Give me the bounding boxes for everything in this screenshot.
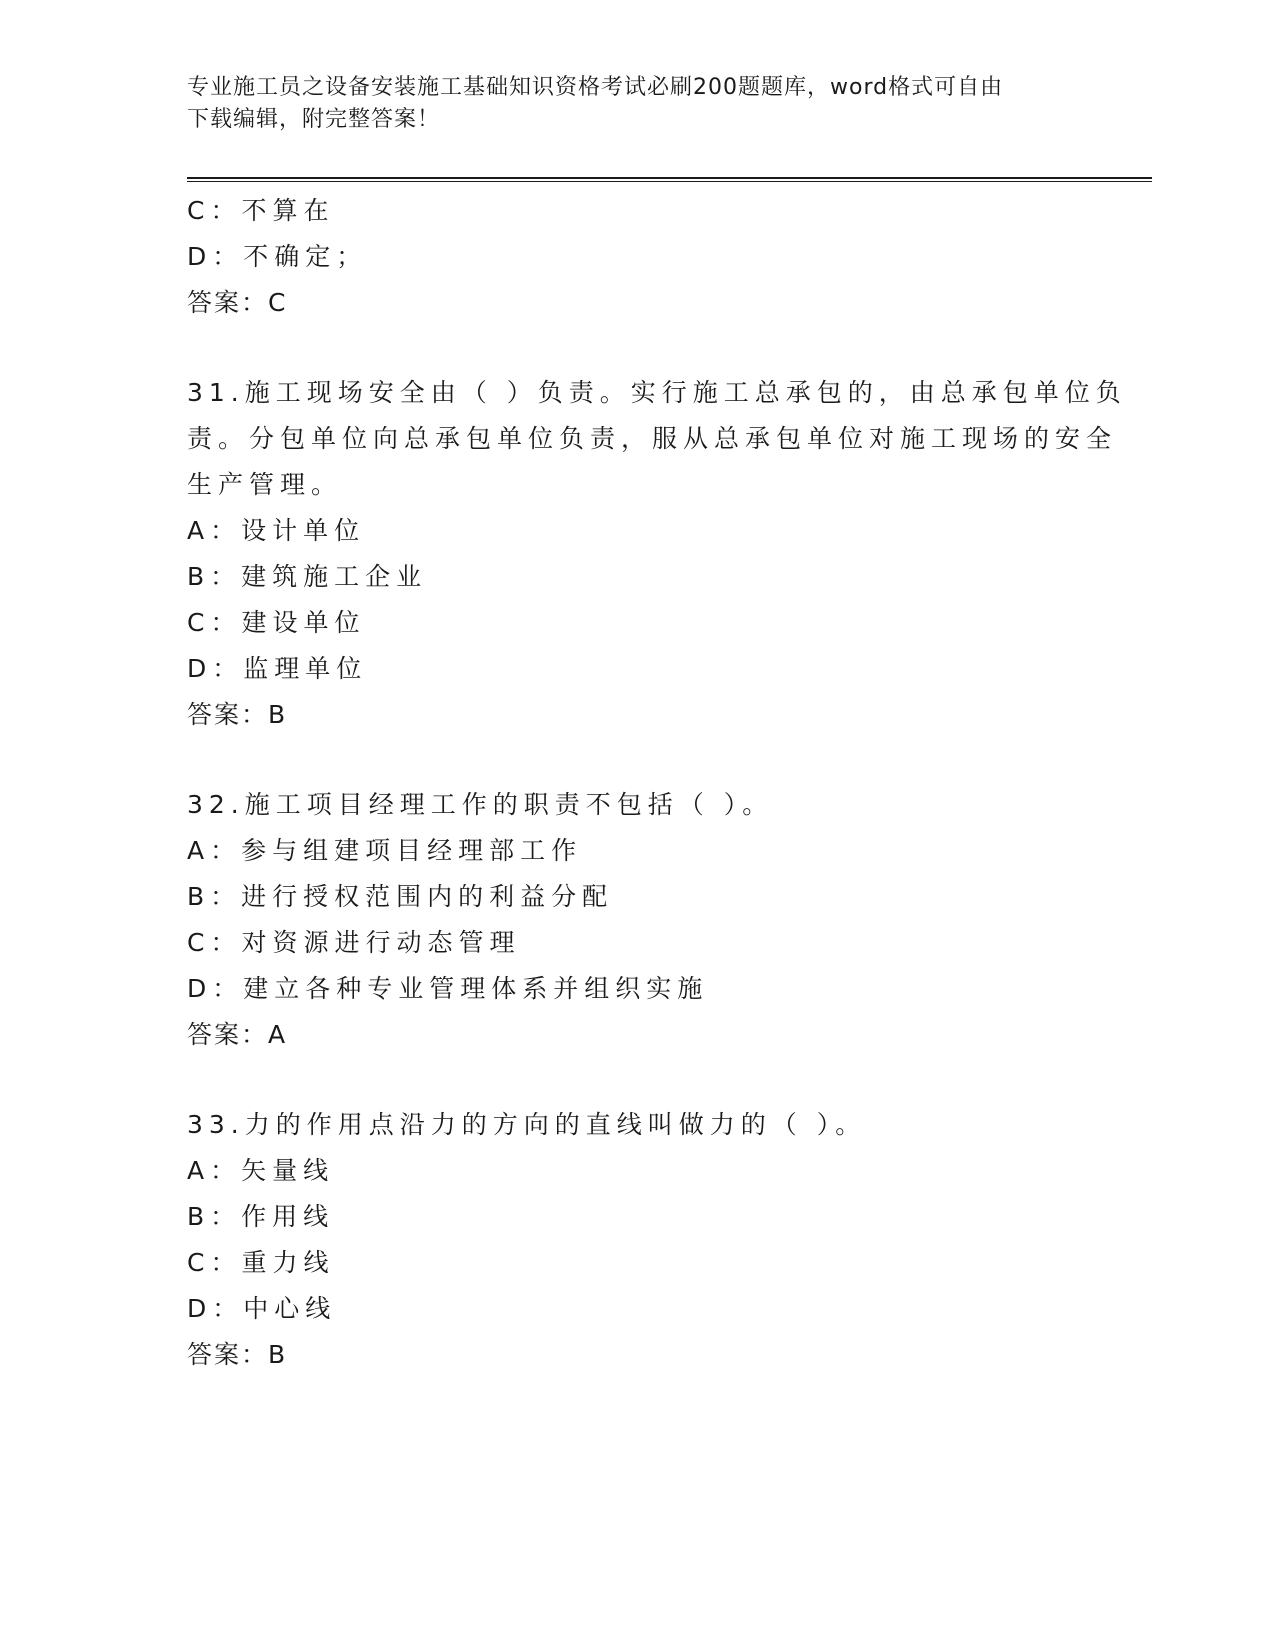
option-b: B：作用线	[187, 1202, 335, 1231]
header-line-1: 专业施工员之设备安装施工基础知识资格考试必刷200题题库，word格式可自由	[187, 75, 1004, 100]
header-divider	[187, 177, 1152, 182]
option-c: C：重力线	[187, 1248, 335, 1277]
option-c: C：不算在	[187, 196, 335, 225]
option-a: A：矢量线	[187, 1156, 335, 1185]
document-header	[187, 72, 1067, 136]
answer: 答案：C	[187, 288, 288, 317]
question-text: 33.力的作用点沿力的方向的直线叫做力的（ ）。	[187, 1110, 867, 1139]
option-d: D：不确定；	[187, 242, 368, 271]
option-c: C：建设单位	[187, 608, 366, 637]
answer: 答案：B	[187, 700, 288, 729]
option-a: A：参与组建项目经理部工作	[187, 836, 583, 865]
question-31	[187, 370, 1127, 738]
option-d: D：中心线	[187, 1294, 337, 1323]
document-body	[187, 188, 1127, 1378]
option-a: A：设计单位	[187, 516, 366, 545]
question-33	[187, 1102, 1067, 1378]
question-text-line: 责。分包单位向总承包单位负责，服从总承包单位对施工现场的安全	[187, 424, 1118, 453]
option-c: C：对资源进行动态管理	[187, 928, 521, 957]
option-b: B：进行授权范围内的利益分配	[187, 882, 614, 911]
question-text-line: 生产管理。	[187, 470, 343, 499]
option-b: B：建筑施工企业	[187, 562, 428, 591]
option-d: D：建立各种专业管理体系并组织实施	[187, 974, 709, 1003]
question-32	[187, 782, 1067, 1058]
header-line-2: 下载编辑，附完整答案！	[187, 107, 441, 132]
option-d: D：监理单位	[187, 654, 368, 683]
answer: 答案：A	[187, 1020, 288, 1049]
question-text: 32.施工项目经理工作的职责不包括（ ）。	[187, 790, 774, 819]
question-text-line: 31.施工现场安全由（ ）负责。实行施工总承包的，由总承包单位负	[187, 378, 1127, 407]
question-30-continuation	[187, 188, 1067, 326]
answer: 答案：B	[187, 1340, 288, 1369]
